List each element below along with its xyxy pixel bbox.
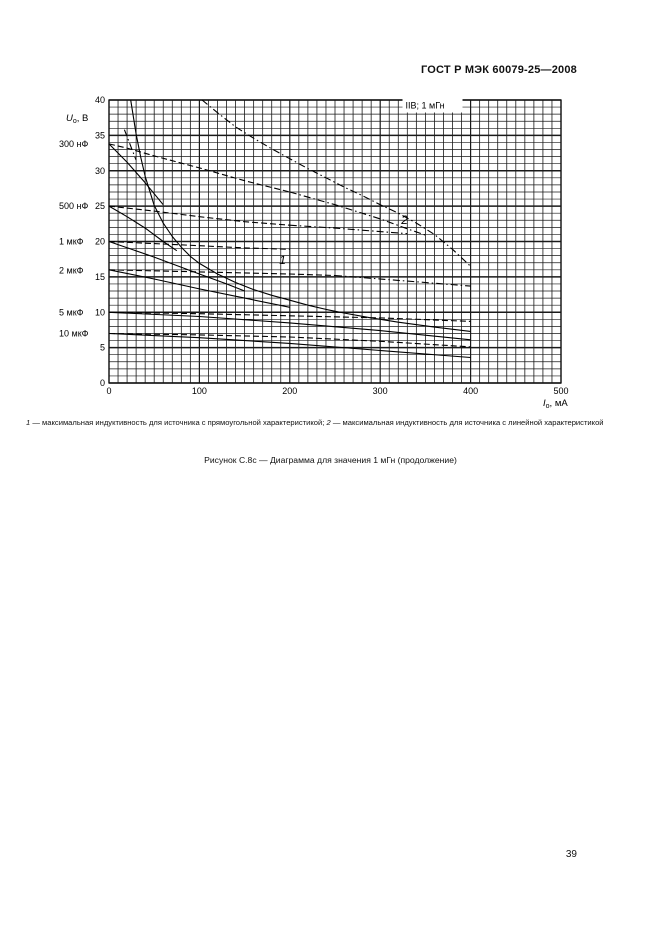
y-tick-label: 25 xyxy=(94,201,105,212)
curve-label: 2 xyxy=(401,212,408,227)
x-tick-label: 0 xyxy=(106,386,112,396)
y-tick-label: 30 xyxy=(94,165,105,176)
legend-num-2: 2 xyxy=(326,418,331,427)
y-tick-label: 35 xyxy=(94,130,105,141)
capacitance-label: 5 мкФ xyxy=(59,307,84,318)
y-tick-label: 10 xyxy=(94,307,105,318)
page-number: 39 xyxy=(565,849,577,860)
series-line-9 xyxy=(290,225,408,234)
capacitance-label: 300 нФ xyxy=(59,138,89,149)
series-line-3 xyxy=(124,130,136,160)
inductance-chart xyxy=(0,0,661,420)
x-tick-label: 100 xyxy=(191,386,207,396)
y-tick-label: 0 xyxy=(99,378,105,388)
x-tick-label: 500 xyxy=(553,386,569,396)
legend-text-1: — максимальная индуктивность для источника с прямоугольной характеристикой; xyxy=(30,418,327,427)
legend-text-2: — максимальная индуктивность для источника с линейной характеристикой xyxy=(330,418,604,427)
annotation-label: IIB; 1 мГн xyxy=(405,100,445,111)
y-axis-label: $U_o$, В xyxy=(66,113,89,125)
figure-legend xyxy=(26,417,638,429)
y-tick-label: 15 xyxy=(94,271,105,282)
curve-label: 1 xyxy=(279,253,286,268)
legend-num-1: 1 xyxy=(26,418,31,427)
y-tick-label: 5 xyxy=(99,342,105,353)
capacitance-label: 10 мкФ xyxy=(59,328,89,339)
figure-caption: Рисунок С.8с — Диаграмма для значения 1 мГн (продолжение) xyxy=(204,455,457,465)
capacitance-label: 1 мкФ xyxy=(59,236,84,247)
capacitance-label: 2 мкФ xyxy=(59,265,84,276)
y-tick-label: 40 xyxy=(94,95,105,105)
series-line-13 xyxy=(109,270,335,276)
document-header: ГОСТ Р МЭК 60079-25—2008 xyxy=(420,64,577,76)
x-tick-label: 200 xyxy=(282,386,298,396)
y-tick-label: 20 xyxy=(94,236,105,247)
capacitance-label: 500 нФ xyxy=(59,201,89,212)
chart-labels xyxy=(59,98,463,338)
x-tick-label: 300 xyxy=(372,386,388,396)
x-axis-label: $I_o$, мА xyxy=(543,398,568,410)
x-tick-label: 400 xyxy=(463,386,479,396)
